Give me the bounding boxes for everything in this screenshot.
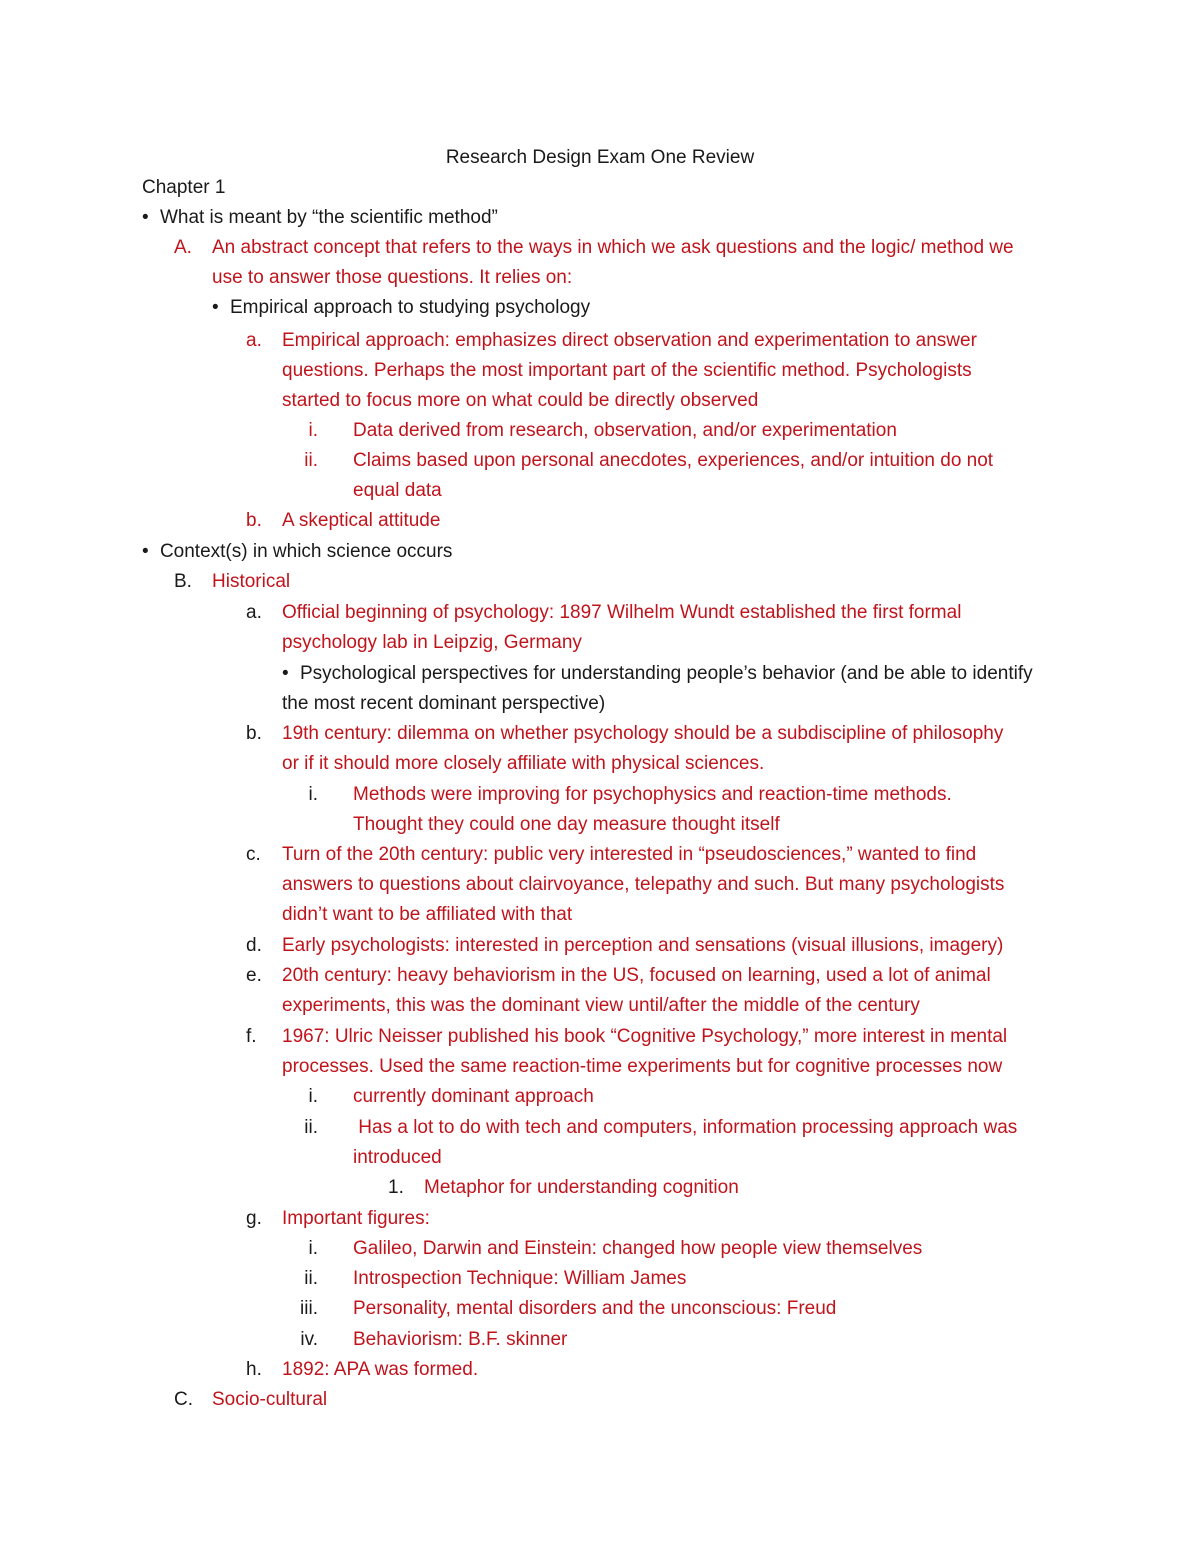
answer-text: Socio-cultural: [212, 1389, 328, 1410]
list-marker: ii.: [304, 450, 318, 471]
answer-text: Behaviorism: B.F. skinner: [353, 1329, 568, 1350]
question-text: the most recent dominant perspective): [282, 693, 606, 714]
answer-text: Historical: [212, 571, 291, 592]
answer-text: experiments, this was the dominant view until/after the middle of the century: [282, 995, 920, 1016]
answer-text: Methods were improving for psychophysics and reaction-time methods.: [353, 784, 952, 805]
line-text: Psychological perspectives for understanding people’s behavior (and be able to identify: [299, 663, 1033, 684]
bullet-marker: •: [142, 207, 149, 228]
answer-text: A skeptical attitude: [282, 510, 441, 531]
answer-text: An abstract concept that refers to the ways in which we ask questions and the logic/ method we: [212, 237, 1014, 258]
answer-text: Empirical approach: emphasizes direct observation and experimentation to answer: [282, 330, 977, 351]
list-marker: b.: [246, 510, 262, 531]
list-marker: 1.: [388, 1177, 404, 1198]
list-marker: C.: [174, 1389, 193, 1410]
answer-text: Introspection Technique: William James: [353, 1268, 687, 1289]
answer-text: answers to questions about clairvoyance, telepathy and such. But many psychologists: [282, 874, 1005, 895]
list-marker: g.: [246, 1208, 262, 1229]
list-marker: ii.: [304, 1117, 318, 1138]
answer-text: introduced: [353, 1147, 442, 1168]
list-marker: d.: [246, 935, 262, 956]
answer-text: equal data: [353, 480, 442, 501]
bullet-marker: •: [212, 297, 219, 318]
answer-text: Important figures:: [282, 1208, 430, 1229]
answer-text: Metaphor for understanding cognition: [424, 1177, 739, 1198]
answer-text: started to focus more on what could be directly observed: [282, 390, 759, 411]
answer-text: Early psychologists: interested in perception and sensations (visual illusions, imagery): [282, 935, 1004, 956]
list-marker: A.: [174, 237, 192, 258]
list-marker: iv.: [300, 1329, 318, 1350]
answer-text: 19th century: dilemma on whether psychology should be a subdiscipline of philosophy: [282, 723, 1004, 744]
bullet-marker: •: [282, 663, 289, 684]
bullet-question: [282, 659, 1033, 689]
bullet-question: [142, 203, 498, 233]
answer-text: didn’t want to be affiliated with that: [282, 904, 573, 925]
answer-text: questions. Perhaps the most important part of the scientific method. Psychologists: [282, 360, 972, 381]
answer-text: Personality, mental disorders and the unconscious: Freud: [353, 1298, 837, 1319]
bullet-question: [142, 537, 452, 567]
answer-text: Has a lot to do with tech and computers, information processing approach was: [353, 1117, 1018, 1138]
list-marker: iii.: [300, 1298, 318, 1319]
answer-text: Turn of the 20th century: public very interested in “pseudosciences,” wanted to find: [282, 844, 977, 865]
answer-text: 20th century: heavy behaviorism in the US, focused on learning, used a lot of animal: [282, 965, 991, 986]
answer-text: use to answer those questions. It relies on:: [212, 267, 573, 288]
list-marker: i.: [308, 1086, 318, 1107]
list-marker: i.: [308, 1238, 318, 1259]
list-marker: i.: [308, 784, 318, 805]
answer-text: Claims based upon personal anecdotes, experiences, and/or intuition do not: [353, 450, 994, 471]
list-marker: i.: [308, 420, 318, 441]
answer-text: or if it should more closely affiliate with physical sciences.: [282, 753, 765, 774]
answer-text: 1967: Ulric Neisser published his book “Cognitive Psychology,” more interest in mental: [282, 1026, 1008, 1047]
line-text: Empirical approach to studying psychology: [229, 297, 591, 318]
answer-text: processes. Used the same reaction-time experiments but for cognitive processes now: [282, 1056, 1003, 1077]
answer-text: psychology lab in Leipzig, Germany: [282, 632, 582, 653]
list-marker: ii.: [304, 1268, 318, 1289]
chapter-heading: Chapter 1: [142, 177, 226, 198]
answer-text: currently dominant approach: [353, 1086, 594, 1107]
list-marker: f.: [246, 1026, 257, 1047]
answer-text: Data derived from research, observation, and/or experimentation: [353, 420, 897, 441]
answer-text: Thought they could one day measure thought itself: [353, 814, 780, 835]
list-marker: b.: [246, 723, 262, 744]
line-text: Context(s) in which science occurs: [159, 541, 453, 562]
answer-text: Official beginning of psychology: 1897 Wilhelm Wundt established the first formal: [282, 602, 962, 623]
list-marker: a.: [246, 602, 262, 623]
bullet-marker: •: [142, 541, 149, 562]
list-marker: h.: [246, 1359, 262, 1380]
answer-text: 1892: APA was formed.: [282, 1359, 479, 1380]
answer-text: Galileo, Darwin and Einstein: changed how people view themselves: [353, 1238, 923, 1259]
bullet-question: [212, 293, 590, 323]
list-marker: B.: [174, 571, 192, 592]
list-marker: a.: [246, 330, 262, 351]
line-text: What is meant by “the scientific method”: [159, 207, 498, 228]
list-marker: e.: [246, 965, 262, 986]
list-marker: c.: [246, 844, 261, 865]
document-title: Research Design Exam One Review: [445, 147, 755, 168]
